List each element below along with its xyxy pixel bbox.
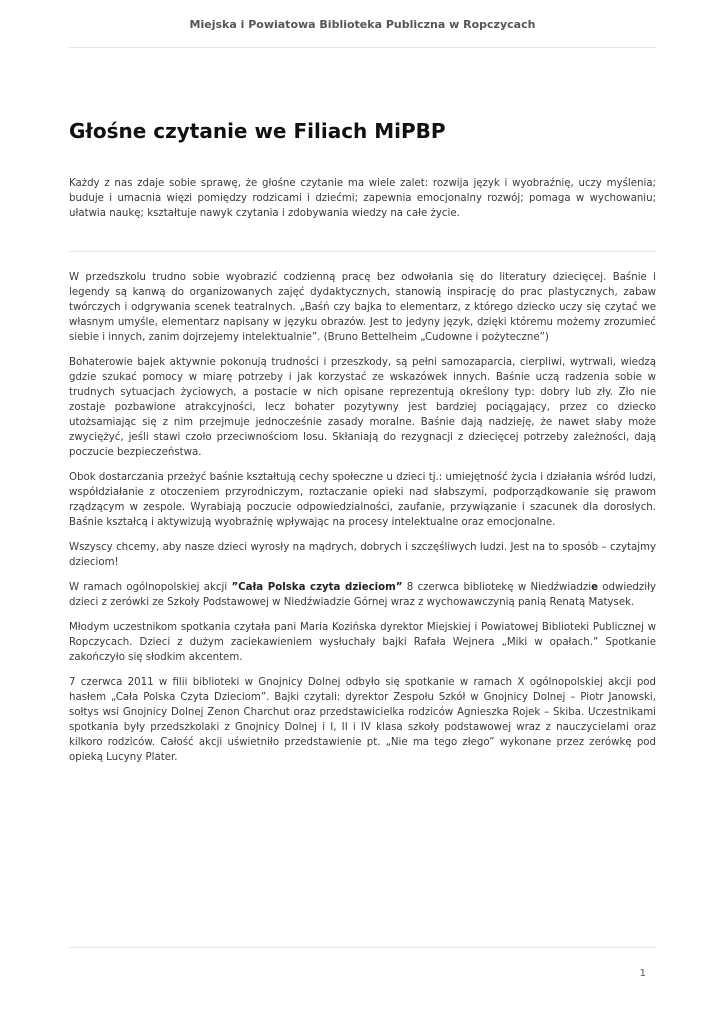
- article-paragraph: 7 czerwca 2011 w filii biblioteki w Gnojnicy Dolnej odbyło się spotkanie w ramach X ogólnopolskiej akcji pod hasłem „Cała Polska Czyta Dzieciom”. Bajki czytali: dyrektor Zespołu Szkół w Gnojnicy Dolnej – Piotr Janowski, sołtys wsi Gnojnicy Dolnej Zenon Charchut oraz przedstawicielka rodziców Agnieszka Rojek – Skiba. Uczestnikami spotkania były przedszkolaki z Gnojnicy Dolnej i I, II i IV klasa szkoły podstawowej wraz z nauczycielami oraz kilkoro rodziców. Całość akcji uświetniło przedstawienie pt. „Nie ma tego złego” wykonane przez zerówkę pod opieką Lucyny Plater.: [69, 677, 656, 763]
- article-paragraph: W przedszkolu trudno sobie wyobrazić codzienną pracę bez odwołania się do literatury dziecięcej. Baśnie i legendy są kanwą do organizowanych zajęć dydaktycznych, stanowią inspirację do prac plastycznych, zabaw twórczych i odgrywania scenek teatralnych. „Baśń czy bajka to elementarz, z którego dziecko uczy się czytać we własnym umyśle, elementarz napisany w języku obrazów. Jest to jedyny język, dzięki któremu możemy zrozumieć siebie i innych, zanim dojrzejemy intelektualnie”. (Bruno Bettelheim „Cudowne i pożyteczne”): [69, 272, 656, 343]
- campaign-text-middle: 8 czerwca bibliotekę w Niedźwiadzi: [402, 582, 592, 593]
- footer-divider: [69, 947, 656, 948]
- article-body: [69, 270, 656, 775]
- article-paragraph: Wszyscy chcemy, aby nasze dzieci wyrosły na mądrych, dobrych i szczęśliwych ludzi. Jest na to sposób – czytajmy dzieciom!: [69, 542, 656, 568]
- article-title: Głośne czytanie we Filiach MiPBP: [69, 119, 446, 143]
- article-intro: Każdy z nas zdaje sobie sprawę, że głośne czytanie ma wiele zalet: rozwija język i wyobraźnię, uczy myślenia; buduje i umacnia więzi pomiędzy rodzicami i dziećmi; zapewnia emocjonalny rozwój; pomaga w wychowaniu; ułatwia naukę; kształtuje nawyk czytania i zdobywania wiedzy na całe życie.: [69, 178, 656, 219]
- campaign-text-end: odwiedziły dzieci z zerówki ze Szkoły Podstawowej w Niedźwiadzie Górnej wraz z wychowawczynią panią Renatą Matysek.: [69, 582, 656, 608]
- article-paragraph: Bohaterowie bajek aktywnie pokonują trudności i przeszkody, są pełni samozaparcia, cierpliwi, wytrwali, wiedzą gdzie szukać pomocy w miarę potrzeby i jak korzystać ze wskazówek innych. Baśnie uczą radzenia sobie w trudnych sytuacjach życiowych, a postacie w nich opisane reprezentują określony typ: dobry lub zły. Zło nie zostaje pozbawione atrakcyjności, lecz bohater pozytywny jest bardziej pociągający, przez co dziecko utożsamiając się z nim przejmuje jednocześnie zasady moralne. Baśnie dają nadzieję, że nawet słaby może zwyciężyć, jeśli stawi czoło przeciwnościom losu. Skłaniają do rezygnacji z dziecięcej potrzeby zależności, dają poczucie bezpieczeństwa.: [69, 357, 656, 458]
- page-number: 1: [639, 968, 646, 979]
- campaign-bold-letter: e: [591, 582, 598, 593]
- campaign-text-start: W ramach ogólnopolskiej akcji: [69, 582, 232, 593]
- campaign-name: ”Cała Polska czyta dzieciom”: [231, 582, 403, 593]
- intro-divider: [69, 251, 656, 252]
- campaign-paragraph: [69, 580, 656, 610]
- article-paragraph: Młodym uczestnikom spotkania czytała pani Maria Kozińska dyrektor Miejskiej i Powiatowej Biblioteki Publicznej w Ropczycach. Dzieci z dużym zaciekawieniem wysłuchały bajki Rafała Wejnera „Miki w opałach.” Spotkanie zakończyło się słodkim akcentem.: [69, 622, 656, 663]
- header-divider: [69, 47, 656, 48]
- article-paragraph: Obok dostarczania przeżyć baśnie kształtują cechy społeczne u dzieci tj.: umiejętność życia i działania wśród ludzi, współdziałanie z otoczeniem przyrodniczym, roztaczanie opieki nad słabszymi, podporządkowanie się prawom rządzącym w zespole. Wyrabiają poczucie odpowiedzialności, zaufanie, przywiązanie i szacunek dla dorosłych. Baśnie kształcą i aktywizują wyobraźnię wpływając na procesy intelektualne oraz emocjonalne.: [69, 472, 656, 528]
- library-header: Miejska i Powiatowa Biblioteka Publiczna w Ropczycach: [189, 18, 536, 31]
